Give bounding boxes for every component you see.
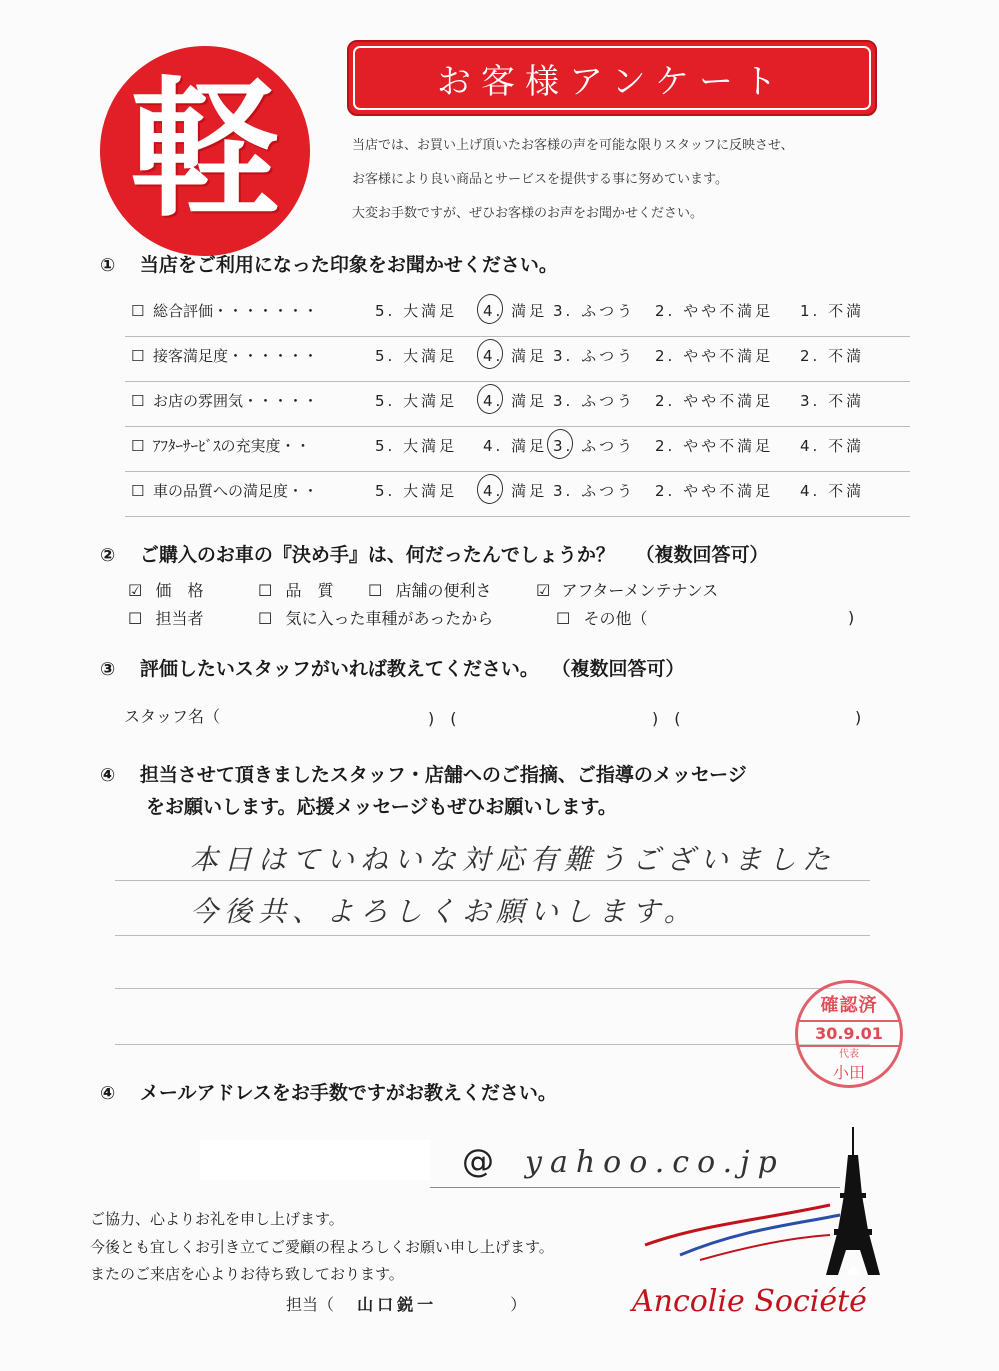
- rating-option[interactable]: 3. ふつう: [553, 437, 636, 455]
- rating-checkbox[interactable]: ☐: [131, 302, 145, 320]
- stamp-name: 小田: [832, 1063, 865, 1082]
- logo-emblem: [100, 46, 310, 256]
- rating-label: お店の雰囲気・・・・・: [153, 392, 319, 410]
- email-at: @: [462, 1142, 494, 1180]
- choice-convenience[interactable]: ☐ 店舗の便利さ: [368, 581, 492, 600]
- rating-option[interactable]: 3. 不満: [800, 392, 865, 410]
- rating-row: [125, 433, 910, 472]
- q1-heading: 当店をご利用になった印象をお聞かせください。: [139, 254, 558, 276]
- rating-option[interactable]: 5. 大満足: [375, 437, 458, 455]
- staff-paren-1: ) (: [428, 709, 457, 728]
- rating-option[interactable]: 4. 満足: [483, 302, 548, 320]
- rating-option[interactable]: 4. 満足: [483, 437, 548, 455]
- q2-header: [100, 540, 769, 567]
- q4-number: ④: [100, 765, 116, 786]
- rating-option[interactable]: 4. 満足: [483, 392, 548, 410]
- choice-aftermaint-label: アフターメンテナンス: [561, 581, 719, 600]
- choice-quality-label: 品 質: [285, 581, 334, 600]
- tanto-row: [286, 1292, 526, 1315]
- rating-label: ｱﾌﾀｰｻｰﾋﾞｽの充実度・・: [153, 437, 311, 455]
- choice-convenience-label: 店舗の便利さ: [395, 581, 492, 600]
- rating-option[interactable]: 5. 大満足: [375, 347, 458, 365]
- intro-line-1: 当店では、お買い上げ頂いたお客様の声を可能な限りスタッフに反映させ、: [352, 138, 794, 153]
- rating-option[interactable]: 4. 不満: [800, 482, 865, 500]
- confirmation-stamp: [795, 980, 903, 1088]
- rating-option[interactable]: 5. 大満足: [375, 482, 458, 500]
- rating-label: 総合評価・・・・・・・: [153, 302, 319, 320]
- rating-checkbox[interactable]: ☐: [131, 437, 145, 455]
- stamp-confirmed: 確認済: [820, 995, 878, 1016]
- rating-option[interactable]: 5. 大満足: [375, 392, 458, 410]
- tanto-label: 担当（: [286, 1295, 335, 1314]
- q4-header: [100, 760, 747, 787]
- rating-checkbox[interactable]: ☐: [131, 392, 145, 410]
- q2-note: （複数回答可）: [635, 544, 769, 566]
- footer-line-2: 今後とも宜しくお引き立てご愛顧の程よろしくお願い申し上げます。: [90, 1238, 554, 1256]
- eiffel-tower-logo: [640, 1125, 890, 1295]
- rating-option[interactable]: 4. 不満: [800, 437, 865, 455]
- intro-line-2: お客様により良い商品とサービスを提供する事に努めています。: [352, 172, 728, 187]
- q3-header: [100, 654, 685, 681]
- q4-heading-2: をお願いします。応援メッセージもぜひお願いします。: [146, 796, 617, 818]
- message-handwritten-1: 本日はていねいな対応有難うございました: [190, 843, 837, 876]
- rating-row: [125, 388, 910, 427]
- q5-header: [100, 1078, 557, 1105]
- title-banner: [347, 40, 877, 116]
- q4-heading-1: 担当させて頂きましたスタッフ・店舗へのご指摘、ご指導のメッセージ: [139, 764, 747, 786]
- rating-option[interactable]: 2. やや不満足: [655, 437, 774, 455]
- rating-option[interactable]: 2. やや不満足: [655, 482, 774, 500]
- rating-option[interactable]: 1. 不満: [800, 302, 865, 320]
- rating-option[interactable]: 3. ふつう: [553, 392, 636, 410]
- q1-number: ①: [100, 255, 116, 276]
- message-rule-1: [115, 880, 870, 881]
- choice-model[interactable]: ☐ 気に入った車種があったから: [258, 609, 494, 628]
- stamp-role: 代表: [839, 1049, 859, 1060]
- rating-option[interactable]: 5. 大満足: [375, 302, 458, 320]
- message-rule-3: [115, 988, 870, 989]
- email-domain: yahoo.co.jp: [525, 1145, 785, 1180]
- choice-other-close: ): [848, 608, 855, 627]
- rating-option[interactable]: 3. ふつう: [553, 347, 636, 365]
- message-handwritten-2: 今後共、よろしくお願いします。: [190, 895, 698, 928]
- choice-other-label: その他（: [583, 609, 648, 628]
- footer-line-3: またのご来店を心よりお待ち致しております。: [90, 1265, 404, 1283]
- rating-checkbox[interactable]: ☐: [131, 482, 145, 500]
- q1-header: [100, 250, 558, 277]
- page-title: お客様アンケート: [353, 46, 871, 110]
- choice-model-label: 気に入った車種があったから: [285, 609, 494, 628]
- choice-price[interactable]: ☑ 価 格: [128, 581, 204, 600]
- q3-note: （複数回答可）: [551, 658, 685, 680]
- rating-option[interactable]: 3. ふつう: [553, 482, 636, 500]
- choice-price-label: 価 格: [155, 581, 204, 600]
- choice-aftermaint[interactable]: ☑ アフターメンテナンス: [536, 581, 719, 600]
- tanto-name: 山口鋭一: [357, 1295, 438, 1314]
- rating-option[interactable]: 4. 満足: [483, 482, 548, 500]
- brand-logo-text: Ancolie Société: [632, 1284, 867, 1319]
- rating-row: [125, 478, 910, 517]
- rating-option[interactable]: 2. やや不満足: [655, 347, 774, 365]
- choice-quality[interactable]: ☐ 品 質: [258, 581, 334, 600]
- choice-other[interactable]: ☐ その他（: [556, 609, 648, 628]
- q5-number: ④: [100, 1083, 116, 1104]
- choice-staff[interactable]: ☐ 担当者: [128, 609, 204, 628]
- staff-paren-3: ): [855, 708, 862, 727]
- footer-line-1: ご協力、心よりお礼を申し上げます。: [90, 1210, 344, 1228]
- choice-staff-label: 担当者: [155, 609, 204, 628]
- rating-option[interactable]: 4. 満足: [483, 347, 548, 365]
- q2-number: ②: [100, 545, 116, 566]
- message-rule-2: [115, 935, 870, 936]
- q3-number: ③: [100, 659, 116, 680]
- rating-row: [125, 298, 910, 337]
- rating-checkbox[interactable]: ☐: [131, 347, 145, 365]
- logo-kanji: 軽: [129, 64, 280, 238]
- message-rule-4: [115, 1044, 870, 1045]
- rating-label: 接客満足度・・・・・・: [153, 347, 319, 365]
- q2-heading: ご購入のお車の『決め手』は、何だったんでしょうか？: [139, 544, 615, 566]
- rating-option[interactable]: 3. ふつう: [553, 302, 636, 320]
- tanto-close: ）: [510, 1295, 527, 1314]
- rating-option[interactable]: 2. やや不満足: [655, 392, 774, 410]
- q3-heading: 評価したいスタッフがいれば教えてください。: [139, 658, 539, 680]
- intro-line-3: 大変お手数ですが、ぜひお客様のお声をお聞かせください。: [352, 206, 704, 221]
- rating-option[interactable]: 2. 不満: [800, 347, 865, 365]
- rating-label: 車の品質への満足度・・: [153, 482, 319, 500]
- staff-paren-2: ) (: [652, 709, 681, 728]
- stamp-date: 30.9.01: [798, 1020, 900, 1047]
- q5-heading: メールアドレスをお手数ですがお教えください。: [139, 1082, 557, 1104]
- rating-option[interactable]: 2. やや不満足: [655, 302, 774, 320]
- email-redacted: [200, 1140, 430, 1180]
- rating-row: [125, 343, 910, 382]
- staff-name-label: スタッフ名（: [124, 707, 221, 726]
